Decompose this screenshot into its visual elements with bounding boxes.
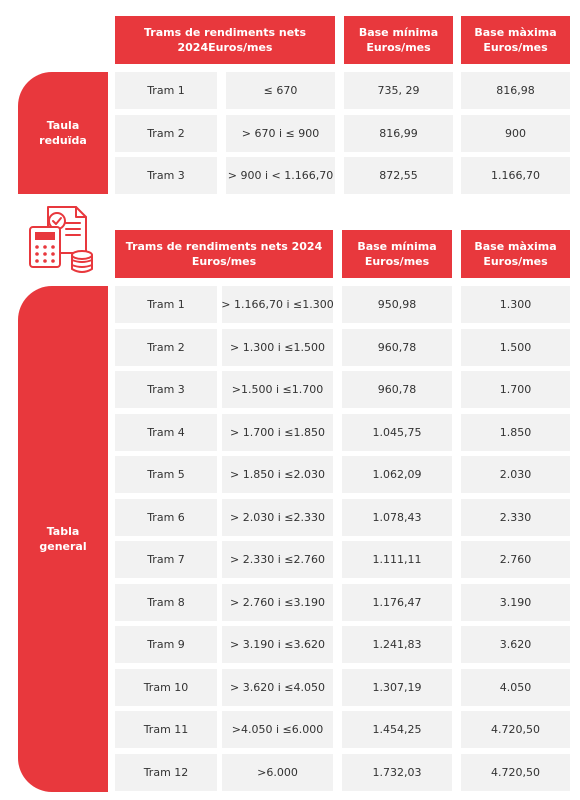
general-base-min-cell: 1.307,19 (342, 669, 452, 706)
general-base-min-cell: 1.045,75 (342, 414, 452, 451)
general-tram-cell: Tram 10 (115, 669, 217, 706)
general-tram-cell: Tram 11 (115, 711, 217, 748)
reduced-base-min-cell: 872,55 (344, 157, 453, 194)
general-base-max-cell: 3.620 (461, 626, 570, 663)
general-tram-cell: Tram 9 (115, 626, 217, 663)
reduced-header-base-max: Base màxima Euros/mes (461, 16, 570, 64)
reduced-base-min-cell: 735, 29 (344, 72, 453, 109)
general-range-cell: >1.500 i ≤1.700 (222, 371, 333, 408)
reduced-header-base-min: Base mínima Euros/mes (344, 16, 453, 64)
general-base-max-cell: 1.850 (461, 414, 570, 451)
reduced-base-max-cell: 1.166,70 (461, 157, 570, 194)
general-range-cell: >6.000 (222, 754, 333, 791)
general-range-cell: > 2.760 i ≤3.190 (222, 584, 333, 621)
general-tram-cell: Tram 6 (115, 499, 217, 536)
general-range-cell: > 3.620 i ≤4.050 (222, 669, 333, 706)
general-range-cell: > 1.700 i ≤1.850 (222, 414, 333, 451)
calculator-document-coins-icon (26, 203, 96, 275)
general-base-max-cell: 3.190 (461, 584, 570, 621)
general-header-trams: Trams de rendiments nets 2024 Euros/mes (115, 230, 333, 278)
general-tram-cell: Tram 12 (115, 754, 217, 791)
general-base-max-cell: 1.300 (461, 286, 570, 323)
general-base-min-cell: 1.176,47 (342, 584, 452, 621)
general-table-band: Tabla general (18, 286, 108, 792)
reduced-tram-cell: Tram 1 (115, 72, 217, 109)
general-base-max-cell: 4.720,50 (461, 711, 570, 748)
general-base-max-cell: 2.030 (461, 456, 570, 493)
reduced-base-min-cell: 816,99 (344, 115, 453, 152)
general-range-cell: > 1.300 i ≤1.500 (222, 329, 333, 366)
general-base-min-cell: 950,98 (342, 286, 452, 323)
general-base-min-cell: 960,78 (342, 329, 452, 366)
general-base-min-cell: 1.732,03 (342, 754, 452, 791)
reduced-header-trams: Trams de rendiments nets 2024Euros/mes (115, 16, 335, 64)
reduced-tram-cell: Tram 3 (115, 157, 217, 194)
reduced-table-band: Taula reduïda (18, 72, 108, 194)
general-tram-cell: Tram 8 (115, 584, 217, 621)
general-range-cell: > 3.190 i ≤3.620 (222, 626, 333, 663)
general-tram-cell: Tram 1 (115, 286, 217, 323)
general-header-base-max: Base màxima Euros/mes (461, 230, 570, 278)
general-tram-cell: Tram 3 (115, 371, 217, 408)
general-base-min-cell: 960,78 (342, 371, 452, 408)
reduced-base-max-cell: 900 (461, 115, 570, 152)
general-base-max-cell: 4.050 (461, 669, 570, 706)
general-range-cell: > 2.330 i ≤2.760 (222, 541, 333, 578)
reduced-tram-cell: Tram 2 (115, 115, 217, 152)
general-header-base-min: Base mínima Euros/mes (342, 230, 452, 278)
general-base-max-cell: 1.700 (461, 371, 570, 408)
general-base-min-cell: 1.241,83 (342, 626, 452, 663)
reduced-base-max-cell: 816,98 (461, 72, 570, 109)
general-base-max-cell: 2.760 (461, 541, 570, 578)
reduced-range-cell: ≤ 670 (226, 72, 335, 109)
general-tram-cell: Tram 2 (115, 329, 217, 366)
general-base-max-cell: 4.720,50 (461, 754, 570, 791)
general-tram-cell: Tram 4 (115, 414, 217, 451)
general-base-min-cell: 1.078,43 (342, 499, 452, 536)
general-base-min-cell: 1.111,11 (342, 541, 452, 578)
general-base-min-cell: 1.062,09 (342, 456, 452, 493)
general-range-cell: > 1.850 i ≤2.030 (222, 456, 333, 493)
general-tram-cell: Tram 7 (115, 541, 217, 578)
general-tram-cell: Tram 5 (115, 456, 217, 493)
general-base-max-cell: 2.330 (461, 499, 570, 536)
general-base-max-cell: 1.500 (461, 329, 570, 366)
general-range-cell: > 2.030 i ≤2.330 (222, 499, 333, 536)
general-range-cell: >4.050 i ≤6.000 (222, 711, 333, 748)
reduced-range-cell: > 900 i < 1.166,70 (226, 157, 335, 194)
general-range-cell: > 1.166,70 i ≤1.300 (222, 286, 333, 323)
reduced-range-cell: > 670 i ≤ 900 (226, 115, 335, 152)
general-base-min-cell: 1.454,25 (342, 711, 452, 748)
